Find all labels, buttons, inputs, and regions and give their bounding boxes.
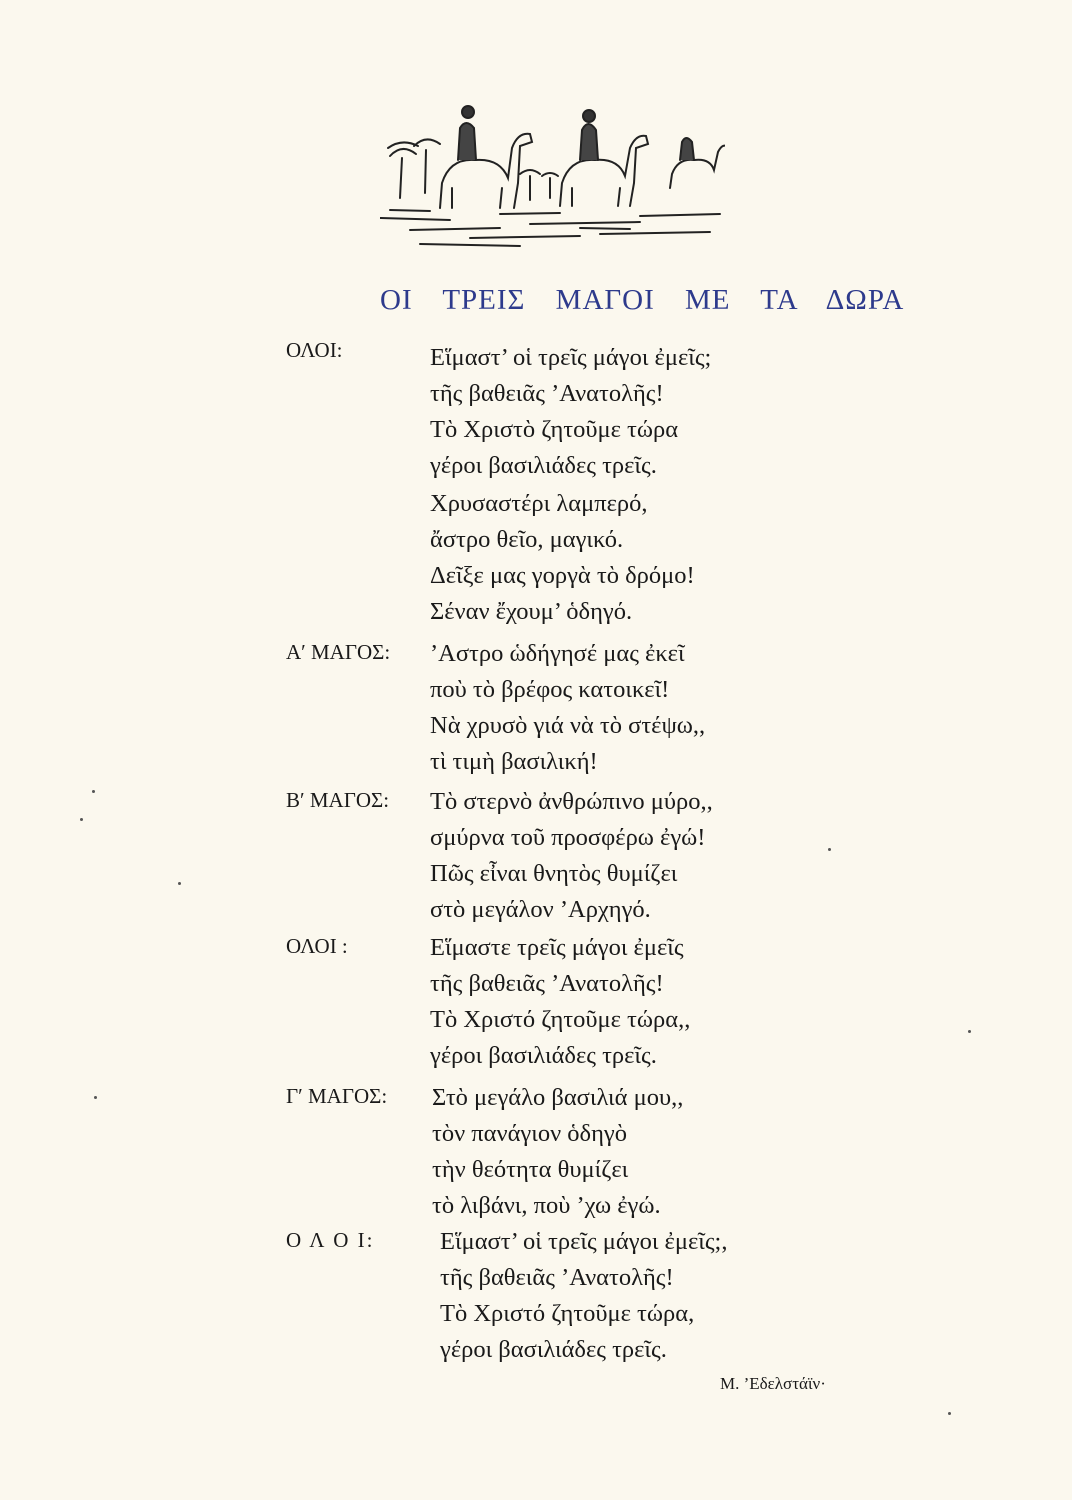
- poem-line: Τὸ στερνὸ ἀνθρώπινο μύρο,,: [430, 788, 713, 815]
- poem-line: Τὸ Χριστό ζητοῦμε τώρα,: [440, 1300, 695, 1327]
- poem-line: γέροι βασιλιάδες τρεῖς.: [430, 1042, 657, 1069]
- poem-line: ἄστρο θεῖο, μαγικό.: [430, 526, 624, 553]
- poem-line: Σέναν ἔχουμ’ ὁδηγό.: [430, 598, 633, 625]
- speaker-label: ΟΛΟΙ:: [286, 338, 343, 362]
- speaker-label: ΟΛΟΙ :: [286, 934, 348, 958]
- poem-line: τῆς βαθειᾶς ’Ανατολῆς!: [430, 380, 664, 407]
- poem-line: Πῶς εἶναι θνητὸς θυμίζει: [430, 860, 678, 887]
- poem-line: Δεῖξε μας γοργὰ τὸ δρόμο!: [430, 562, 695, 589]
- poem-line: τὸν πανάγιον ὁδηγὸ: [432, 1120, 627, 1147]
- paper-speck: [948, 1412, 951, 1415]
- poem-line: ʼΑστρο ὡδήγησέ μας ἐκεῖ: [430, 640, 685, 667]
- paper-speck: [178, 882, 181, 885]
- paper-speck: [968, 1030, 971, 1033]
- paper-speck: [94, 1096, 97, 1099]
- poem-line: Εἵμαστε τρεῖς μάγοι ἐμεῖς: [430, 934, 684, 961]
- poem-line: Εἵμαστ’ οἱ τρεῖς μάγοι ἐμεῖς;: [430, 344, 712, 371]
- poem-line: Στὸ μεγάλο βασιλιά μου,,: [432, 1084, 684, 1111]
- poem-line: σμύρνα τοῦ προσφέρω ἐγώ!: [430, 824, 706, 851]
- poem-line: Νὰ χρυσὸ γιά νὰ τὸ στέψω,,: [430, 712, 706, 739]
- speaker-label: Ο Λ Ο Ι:: [286, 1228, 375, 1252]
- speaker-label: Γ′ ΜΑΓΟΣ:: [286, 1084, 388, 1108]
- poem-line: τὶ τιμὴ βασιλική!: [430, 748, 598, 775]
- paper-speck: [828, 848, 831, 851]
- speaker-label: Β′ ΜΑΓΟΣ:: [286, 788, 390, 812]
- paper-speck: [80, 818, 83, 821]
- poem-line: Εἵμαστ’ οἱ τρεῖς μάγοι ἐμεῖς;,: [440, 1228, 728, 1255]
- poem-line: Τὸ Χριστό ζητοῦμε τώρα,,: [430, 1006, 691, 1033]
- three-magi-illustration: [380, 88, 725, 248]
- poem-line: τὴν θεότητα θυμίζει: [432, 1156, 629, 1183]
- poem-line: τῆς βαθειᾶς ’Ανατολῆς!: [440, 1264, 674, 1291]
- poem-title: ΟΙ ΤΡΕΙΣ ΜΑΓΟΙ ΜΕ ΤΑ ΔΩΡΑ: [380, 284, 905, 316]
- speaker-label: Α′ ΜΑΓΟΣ:: [286, 640, 391, 664]
- author-signature: Μ. ’Εδελστάϊν·: [720, 1374, 826, 1393]
- paper-speck: [92, 790, 95, 793]
- poem-line: τὸ λιβάνι, ποὺ ’χω ἐγώ.: [432, 1192, 661, 1219]
- poem-line: Τὸ Χριστὸ ζητοῦμε τώρα: [430, 416, 679, 443]
- poem-line: γέροι βασιλιάδες τρεῖς.: [440, 1336, 667, 1363]
- poem-line: στὸ μεγάλον ’Αρχηγό.: [430, 896, 651, 923]
- poem-line: Χρυσαστέρι λαμπερό,: [430, 490, 648, 517]
- poem-line: γέροι βασιλιάδες τρεῖς.: [430, 452, 657, 479]
- poem-line: τῆς βαθειᾶς ’Ανατολῆς!: [430, 970, 664, 997]
- poem-line: ποὺ τὸ βρέφος κατοικεῖ!: [430, 676, 670, 703]
